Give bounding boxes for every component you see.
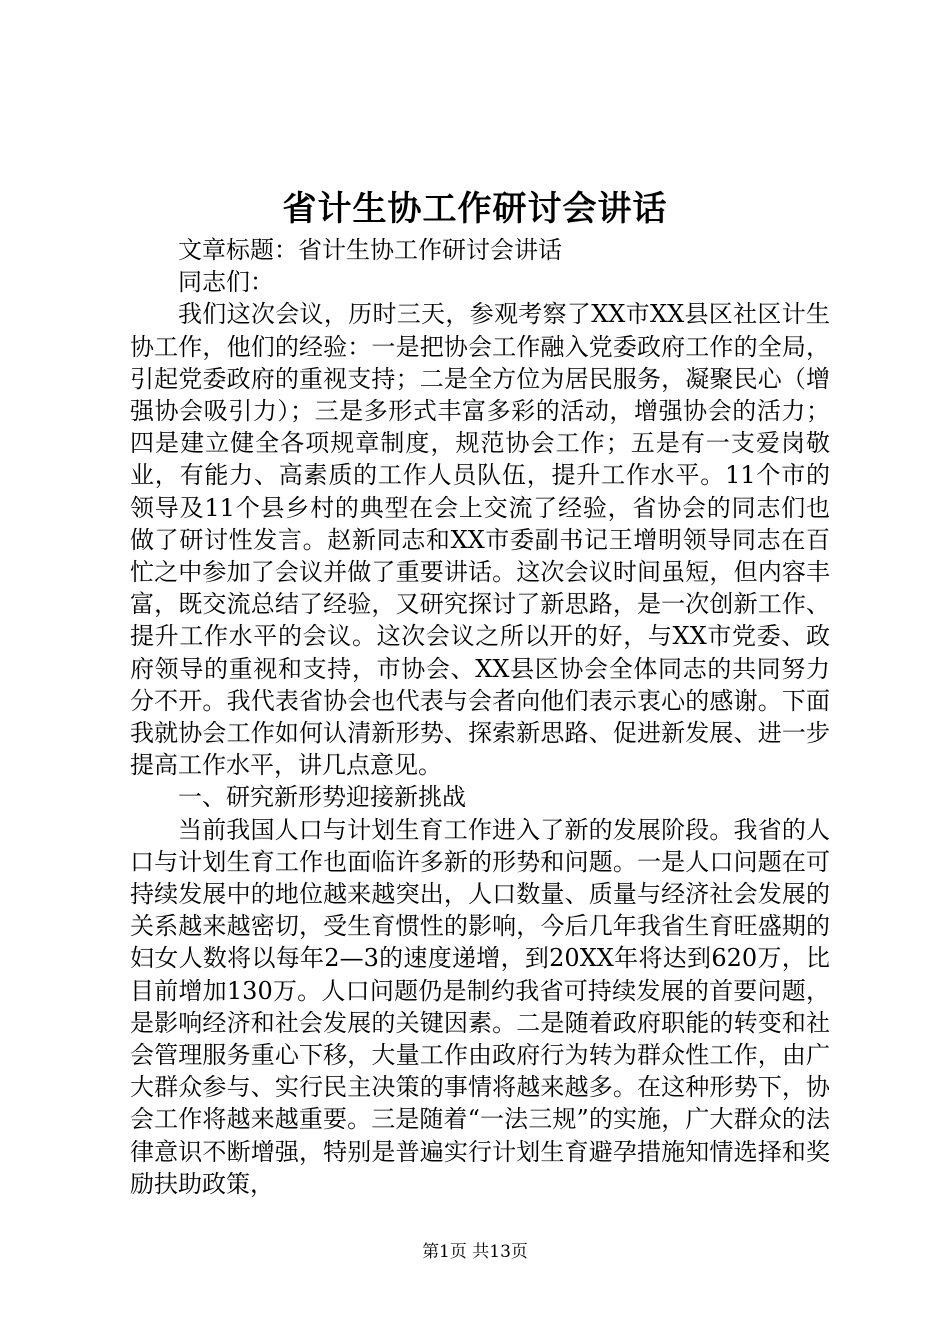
document-body: [130, 234, 830, 1200]
paragraph-article-title: 文章标题：省计生协工作研讨会讲话: [178, 236, 562, 264]
section-heading: 一、研究新形势迎接新挑战: [178, 783, 466, 812]
document-title: 省计生协工作研讨会讲话: [282, 189, 668, 229]
paragraph: 当前我国人口与计划生育工作进入了新的发展阶段。我省的人口与计划生育工作也面临许多新的形势和问题。一是人口问题在可持续发展中的地位越来越突出，人口数量、质量与经济社会发展的关系越来越密切，受生育惯性的影响，今后几年我省生育旺盛期的妇女人数将以每年2—3的速度递增，到20XX年将达到620万，比目前增加130万。人口问题仍是制约我省可持续发展的首要问题，是影响经济和社会发展的关键因素。二是随着政府职能的转变和社会管理服务重心下移，大量工作由政府行为转为群众性工作，由广大群众参与、实行民主决策的事情将越来越多。在这种形势下，协会工作将越来越重要。三是随着“一法三规”的实施，广大群众的法律意识不断增强，特别是普遍实行计划生育避孕措施知情选择和奖励扶助政策，: [130, 815, 830, 1198]
paragraph-salutation: 同志们：: [178, 268, 274, 297]
page-footer: 第1页 共13页: [422, 1242, 528, 1262]
paragraph: 我们这次会议，历时三天，参观考察了XX市XX县区社区计生协工作，他们的经验：一是把协会工作融入党委政府工作的全局，引起党委政府的重视支持；二是全方位为居民服务，凝聚民心（增强协会吸引力）；三是多形式丰富多彩的活动，增强协会的活力；四是建立健全各项规章制度，规范协会工作；五是有一支爱岗敬业，有能力、高素质的工作人员队伍，提升工作水平。11个市的领导及11个县乡村的典型在会上交流了经验，省协会的同志们也做了研讨性发言。赵新同志和XX市委副书记王增明领导同志在百忙之中参加了会议并做了重要讲话。这次会议时间虽短，但内容丰富，既交流总结了经验，又研究探讨了新思路，是一次创新工作、提升工作水平的会议。这次会议之所以开的好，与XX市党委、政府领导的重视和支持，市协会、XX县区协会全体同志的共同努力分不开。我代表省协会也代表与会者向他们表示衷心的感谢。下面我就协会工作如何认清新形势、探索新思路、促进新发展、进一步提高工作水平，讲几点意见。: [130, 300, 830, 780]
